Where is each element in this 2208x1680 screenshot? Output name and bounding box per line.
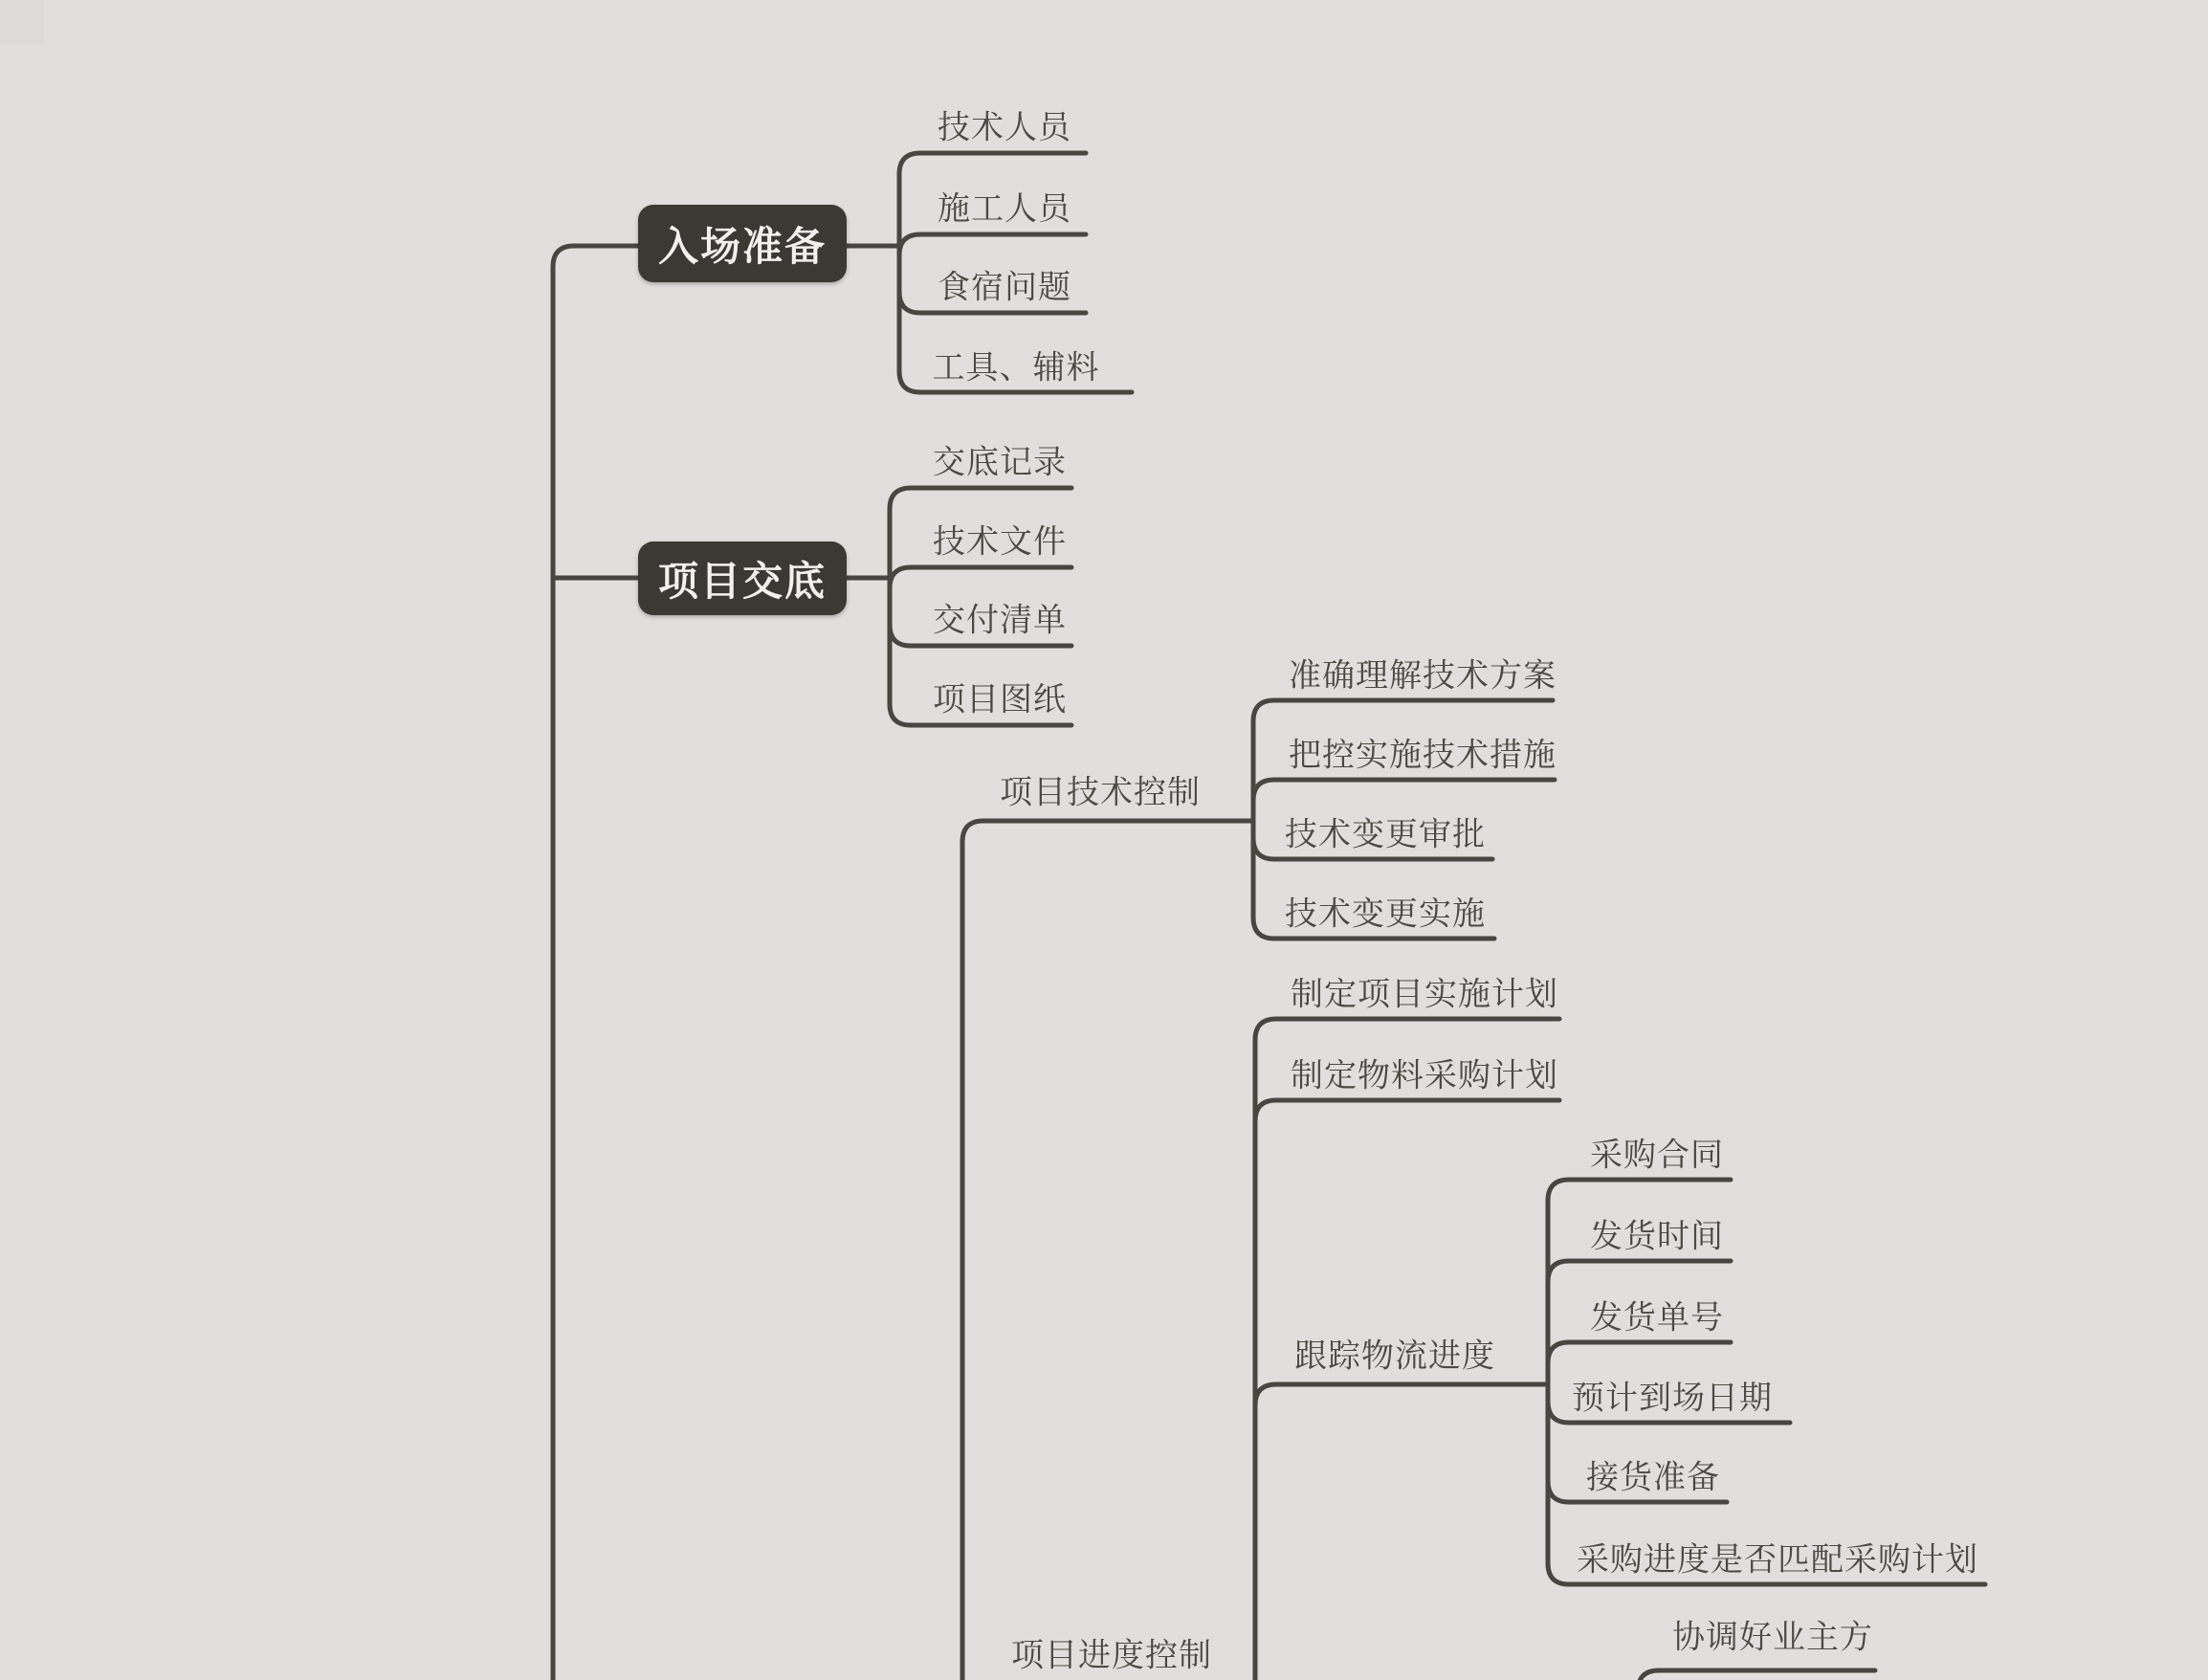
node-project-briefing[interactable] — [638, 542, 847, 615]
underline-control-tech-measures — [1253, 780, 1555, 801]
node-entry-preparation[interactable] — [638, 205, 847, 282]
underline-logistics-tracking — [1255, 1384, 1548, 1405]
node-technical-staff[interactable]: 技术人员 — [938, 109, 1071, 146]
node-expected-arrival[interactable]: 预计到场日期 — [1572, 1380, 1773, 1417]
node-shipping-number[interactable]: 发货单号 — [1590, 1299, 1724, 1337]
node-accommodation[interactable]: 食宿问题 — [938, 269, 1071, 306]
node-logistics-tracking[interactable]: 跟踪物流进度 — [1294, 1337, 1495, 1375]
node-tech-change-implementation[interactable]: 技术变更实施 — [1285, 895, 1486, 933]
underline-tech-control — [962, 821, 1253, 1680]
node-project-drawings[interactable]: 项目图纸 — [933, 681, 1067, 718]
node-technical-documents[interactable]: 技术文件 — [933, 523, 1067, 561]
underline-purchase-contract — [1548, 1180, 1731, 1201]
node-control-tech-measures[interactable]: 把控实施技术措施 — [1289, 737, 1557, 774]
node-shipping-time[interactable]: 发货时间 — [1590, 1218, 1724, 1255]
node-briefing-record[interactable]: 交底记录 — [933, 444, 1067, 481]
node-tech-control[interactable]: 项目技术控制 — [1000, 774, 1201, 811]
node-schedule-control[interactable]: 项目进度控制 — [1011, 1637, 1212, 1674]
node-procurement-plan[interactable]: 制定物料采购计划 — [1291, 1057, 1558, 1094]
node-construction-staff[interactable]: 施工人员 — [938, 190, 1071, 228]
underline-technical-documents — [890, 567, 1071, 588]
node-understand-tech-plan[interactable]: 准确理解技术方案 — [1289, 657, 1557, 695]
underline-briefing-record — [890, 488, 1071, 509]
underline-shipping-time — [1548, 1261, 1731, 1282]
connector-trunk — [553, 246, 638, 1680]
underline-understand-tech-plan — [1253, 700, 1553, 721]
node-project-briefing-label: 项目交底 — [657, 558, 827, 604]
underline-coordinate-owner — [1638, 1670, 1875, 1680]
underline-technical-staff — [899, 153, 1086, 174]
node-delivery-list[interactable]: 交付清单 — [933, 602, 1067, 639]
node-purchase-contract[interactable]: 采购合同 — [1590, 1137, 1724, 1174]
node-procurement-progress-match[interactable]: 采购进度是否匹配采购计划 — [1577, 1541, 1978, 1579]
underline-shipping-number — [1548, 1342, 1731, 1363]
node-tech-change-approval[interactable]: 技术变更审批 — [1285, 816, 1486, 853]
node-coordinate-owner[interactable]: 协调好业主方 — [1672, 1619, 1873, 1656]
node-receiving-preparation[interactable]: 接货准备 — [1586, 1459, 1720, 1496]
node-entry-preparation-label: 入场准备 — [657, 223, 827, 269]
underline-procurement-plan — [1255, 1100, 1559, 1121]
node-implementation-plan[interactable]: 制定项目实施计划 — [1291, 976, 1558, 1013]
underline-implementation-plan — [1255, 1019, 1559, 1040]
underline-construction-staff — [899, 234, 1086, 255]
node-tools-materials[interactable]: 工具、辅料 — [932, 349, 1100, 387]
